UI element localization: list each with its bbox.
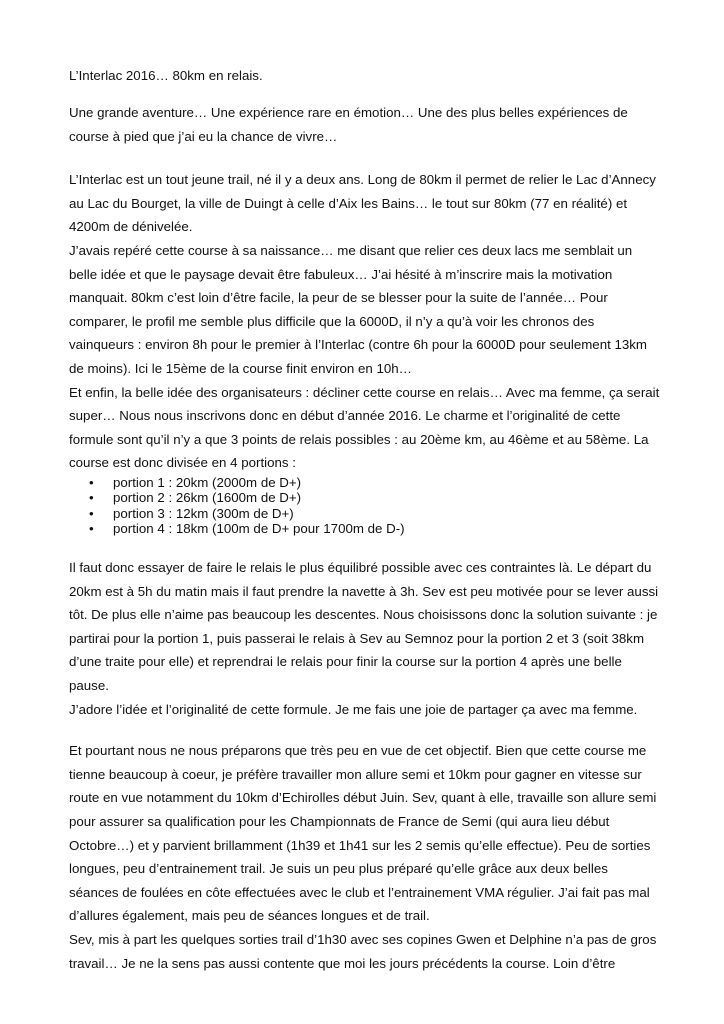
idee-paragraph: J’adore l’idée et l’originalité de cette formule. Je me fais une joie de partager ça avec ma femme.	[69, 701, 638, 717]
portions-list	[69, 475, 660, 536]
reperage-paragraph: J’avais repéré cette course à sa naissance… me disant que relier ces deux lacs me semblait un belle idée et que le paysage devait être fabuleux… J’ai hésité à m’inscrire mais la motivation manquait. 80km c’est loin d’être facile, la peur de se blesser pour la suite de l’année… Pour comparer, le profil me semble plus difficile que la 6000D, il n’y a qu’à voir les chronos des vainqueurs : environ 8h pour le premier à l’Interlac (contre 6h pour la 6000D pour seulement 13km de moins). Ici le 15ème de la course finit environ en 10h…	[69, 242, 647, 376]
relais-paragraph: Et enfin, la belle idée des organisateurs : décliner cette course en relais… Avec ma femme, ça serait super… Nous nous inscrivons donc en début d’année 2016. Le charme et l’originalité de cette formule sont qu’il n’y a que 3 points de relais possibles : au 20ème km, au 46ème et au 58ème. La course est donc divisée en 4 portions :	[69, 384, 660, 471]
sev-paragraph: Sev, mis à part les quelques sorties trail d’1h30 avec ses copines Gwen et Delphine n’a pas de gros travail… Je ne la sens pas aussi contente que moi les jours précédents la course. Loin d’être	[69, 932, 657, 971]
bullet-icon: •	[89, 474, 94, 490]
document-title: L’Interlac 2016… 80km en relais.	[69, 68, 263, 83]
list-item	[89, 475, 660, 490]
portion-label: portion 1 : 20km (2000m de D+)	[113, 474, 302, 490]
bullet-icon: •	[89, 490, 94, 506]
portion-label: portion 3 : 12km (300m de D+)	[113, 505, 294, 521]
bullet-icon: •	[89, 505, 94, 521]
preparation-paragraph: Et pourtant nous ne nous préparons que très peu en vue de cet objectif. Bien que cette course me tienne beaucoup à coeur, je préfère travailler mon allure semi et 10km pour gagner en vitesse sur route en vue notamment du 10km d’Echirolles début Juin. Sev, quant à elle, travaille son allure semi pour assurer sa qualification pour les Championnats de France de Semi (qui aura lieu début Octobre…) et y parvient brillamment (1h39 et 1h41 sur les 2 semis qu’elle effectue). Peu de sorties longues, peu d’entrainement trail. Je suis un peu plus préparé qu’elle grâce aux deux belles séances de foulées en côte effectuées avec le club et l’entrainement VMA régulier. J’ai fait pas mal d’allures également, mais peu de séances longues et de trail.	[69, 743, 657, 924]
presentation-paragraph: L’Interlac est un tout jeune trail, né il y a deux ans. Long de 80km il permet de relier le Lac d’Annecy au Lac du Bourget, la ville de Duingt à celle d’Aix les Bains… le tout sur 80km (77 en réalité) et 4200m de dénivelée.	[69, 172, 656, 235]
portion-label: portion 2 : 26km (1600m de D+)	[113, 490, 302, 506]
strategie-paragraph: Il faut donc essayer de faire le relais le plus équilibré possible avec ces contraintes là. Le départ du 20km est à 5h du matin mais il faut prendre la navette à 3h. Sev est peu motivée pour se lever aussi tôt. De plus elle n’aime pas beaucoup les descentes. Nous choisissons donc la solution suivante : je partirai pour la portion 1, puis passerai le relais à Sev au Semnoz pour la portion 2 et 3 (soit 38km d’une traite pour elle) et reprendrai le relais pour finir la course sur la portion 4 après une belle pause.	[69, 560, 659, 694]
intro-paragraph: Une grande aventure… Une expérience rare en émotion… Une des plus belles expériences de course à pied que j’ai eu la chance de vivre…	[69, 105, 628, 144]
portion-label: portion 4 : 18km (100m de D+ pour 1700m de D-)	[113, 520, 405, 536]
list-item	[89, 506, 660, 521]
bullet-icon: •	[89, 520, 94, 536]
list-item	[89, 521, 660, 536]
list-item	[89, 490, 660, 505]
